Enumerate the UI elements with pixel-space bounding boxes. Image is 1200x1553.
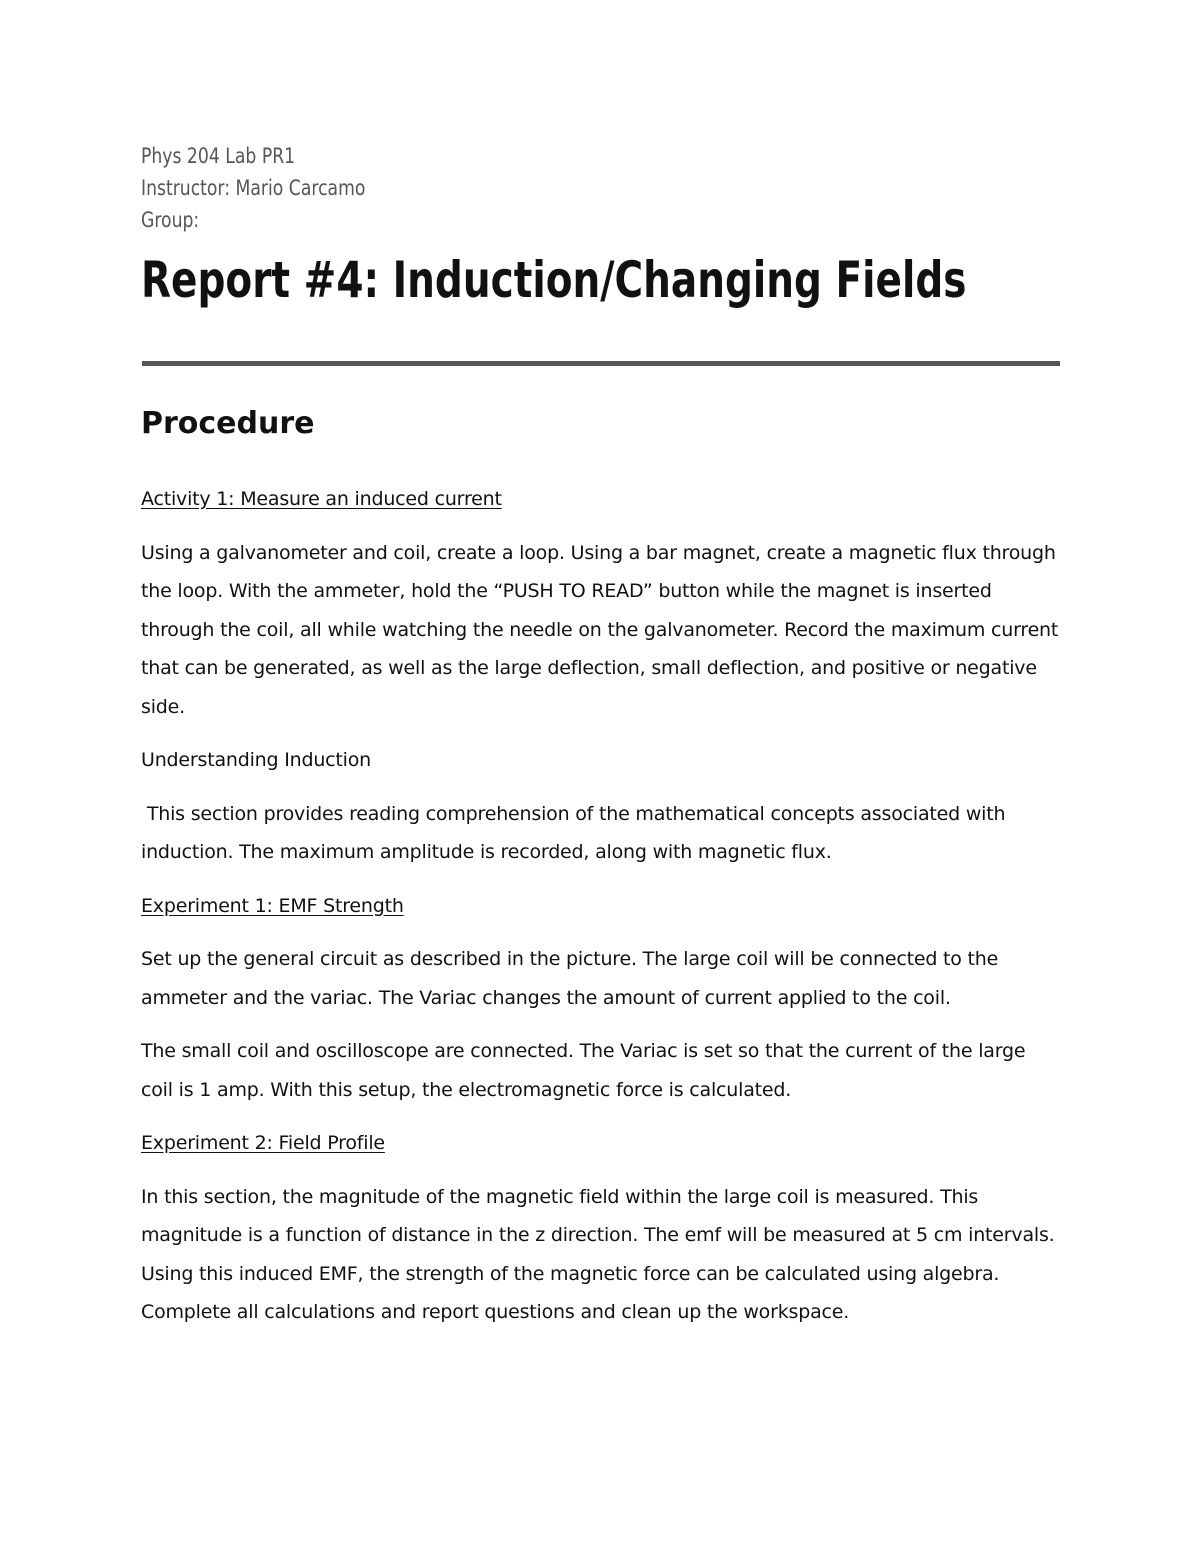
instructor-line: Instructor: Mario Carcamo — [141, 176, 366, 200]
document-page — [141, 140, 1061, 1323]
understanding-heading: Understanding Induction — [141, 749, 372, 771]
understanding-body: This section provides reading comprehension of the mathematical concepts associated with induction. The maximum amplitude is recorded, along with magnetic flux. — [141, 802, 1012, 863]
procedure-heading: Procedure — [141, 406, 315, 441]
experiment1-body-2: The small coil and oscilloscope are connected. The Variac is set so that the current of the large coil is 1 amp. With this setup, the electromagnetic force is calculated. — [141, 1040, 1026, 1101]
title-divider — [142, 361, 1060, 366]
experiment2-heading: Experiment 2: Field Profile — [141, 1132, 385, 1154]
course-line: Phys 204 Lab PR1 — [141, 144, 296, 168]
procedure-content — [141, 480, 1061, 1347]
group-line: Group: — [141, 208, 200, 232]
activity1-heading: Activity 1: Measure an induced current — [141, 488, 502, 510]
activity1-body: Using a galvanometer and coil, create a loop. Using a bar magnet, create a magnetic flux through the loop. With the ammeter, hold the “PUSH TO READ” button while the magnet is inserted through the coil, all while watching the needle on the galvanometer. Record the maximum current that can be generated, as well as the large deflection, small deflection, and positive or negative side. — [141, 541, 1059, 718]
experiment1-heading: Experiment 1: EMF Strength — [141, 894, 404, 917]
experiment2-body: In this section, the magnitude of the magnetic field within the large coil is measured. This magnitude is a function of distance in the z direction. The emf will be measured at 5 cm intervals. Using this induced EMF, the strength of the magnetic force can be calculated using algebra. Complete all calculations and report questions and clean up the workspace. — [141, 1185, 1055, 1323]
report-title: Report #4: Induction/Changing Fields — [141, 251, 967, 309]
experiment1-body-1: Set up the general circuit as described in the picture. The large coil will be connected to the ammeter and the variac. The Variac changes the amount of current applied to the coil. — [141, 948, 999, 1009]
